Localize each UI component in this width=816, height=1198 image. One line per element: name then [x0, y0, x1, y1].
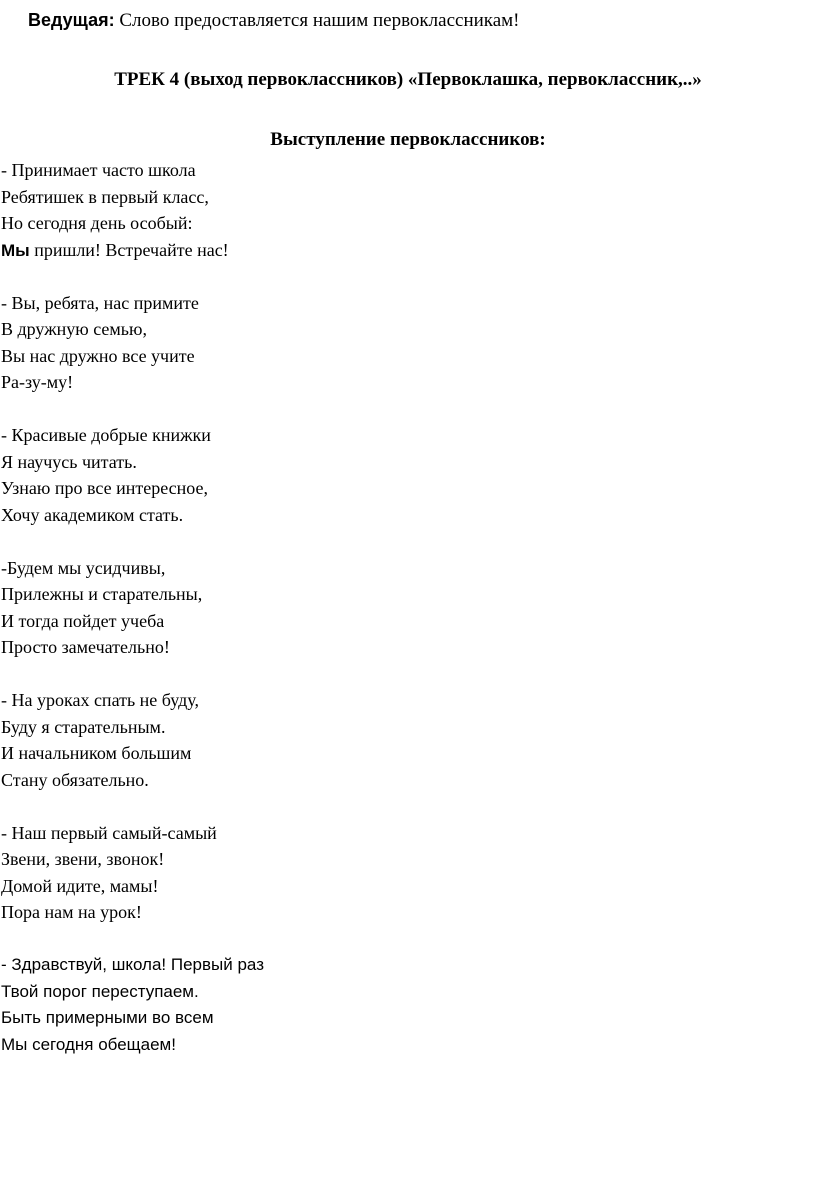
poem-line: Но сегодня день особый: — [1, 213, 193, 233]
stanza-1 — [1, 157, 801, 263]
poem-line: Твой порог переступаем. — [1, 981, 199, 1001]
stanza-4 — [1, 555, 801, 661]
poem-line: Просто замечательно! — [1, 637, 170, 657]
poem-line: Буду я старательным. — [1, 716, 166, 737]
poem-line: Быть примерными во всем — [1, 1008, 214, 1027]
poem-line: Прилежны и старательны, — [1, 584, 203, 604]
poem-line: - Наш первый самый-самый — [1, 822, 217, 843]
poem-line: Домой идите, мамы! — [1, 875, 159, 896]
host-intro-text: Слово предоставляется нашим первоклассникам! — [114, 10, 520, 31]
poem-line: - На уроках спать не буду, — [1, 690, 199, 710]
poem-line: И начальником большим — [1, 743, 192, 763]
poem — [1, 157, 801, 1085]
performance-title: Выступление первоклассников: — [270, 129, 546, 150]
stanza-7 — [1, 952, 801, 1058]
poem-line: Мы сегодня обещаем! — [1, 1034, 176, 1054]
host-intro-line — [28, 8, 520, 33]
poem-line: - Здравствуй, школа! Первый раз — [1, 955, 264, 974]
poem-line: - Принимает часто школа — [1, 160, 196, 180]
stanza-5 — [1, 687, 801, 793]
poem-line — [1, 237, 801, 264]
poem-line-rest: пришли! Встречайте нас! — [34, 239, 229, 260]
poem-line: Ребятишек в первый класс, — [1, 186, 209, 207]
poem-line: Узнаю про все интересное, — [1, 478, 208, 498]
poem-line: И тогда пойдет учеба — [1, 610, 165, 631]
poem-line: В дружную семью, — [1, 319, 147, 339]
stanza-6 — [1, 820, 801, 926]
poem-line: - Красивые добрые книжки — [1, 425, 211, 445]
poem-line: Я научусь читать. — [1, 451, 137, 472]
poem-line: Пора нам на урок! — [1, 902, 142, 922]
stanza-2 — [1, 290, 801, 396]
poem-line: Хочу академиком стать. — [1, 504, 184, 525]
stanza-3 — [1, 422, 801, 528]
poem-line-lead-word: Мы — [1, 240, 30, 260]
poem-line: Звени, звени, звонок! — [1, 849, 165, 869]
poem-line: -Будем мы усидчивы, — [1, 557, 166, 578]
track-title: ТРЕК 4 (выход первоклассников) «Первоклашка, первоклассник,..» — [114, 69, 702, 90]
poem-line: Стану обязательно. — [1, 769, 149, 790]
host-speaker-label: Ведущая: — [28, 10, 115, 30]
poem-line: Ра-зу-му! — [1, 372, 74, 392]
poem-line: - Вы, ребята, нас примите — [1, 292, 199, 313]
poem-line: Вы нас дружно все учите — [1, 345, 195, 366]
